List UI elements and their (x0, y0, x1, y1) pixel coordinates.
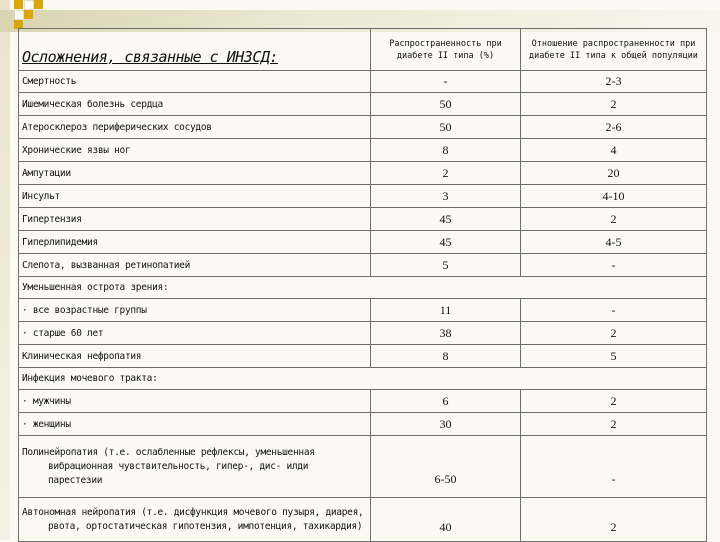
row-ratio: 5 (521, 345, 707, 368)
row-ratio: 2 (521, 93, 707, 116)
decor-square (34, 0, 43, 9)
row-ratio: - (521, 254, 707, 277)
header-ratio: Отношение распространенности при диабете II типа к общей популяции (521, 29, 707, 71)
row-label: · женщины (19, 413, 371, 436)
row-label: Ишемическая болезнь сердца (19, 93, 371, 116)
table-row (19, 498, 707, 542)
row-label: Инсульт (19, 185, 371, 208)
table-row (19, 116, 707, 139)
row-label-multiline (19, 498, 371, 542)
header-row (19, 29, 707, 71)
row-label: Слепота, вызванная ретинопатией (19, 254, 371, 277)
row-label-line: парестезии (48, 474, 103, 486)
table-row (19, 299, 707, 322)
row-label: · мужчины (19, 390, 371, 413)
row-ratio: 4-10 (521, 185, 707, 208)
table-row (19, 185, 707, 208)
table-row (19, 231, 707, 254)
table-row (19, 413, 707, 436)
table-row (19, 390, 707, 413)
row-prevalence: 30 (371, 413, 521, 436)
row-ratio: 20 (521, 162, 707, 185)
row-label: Хронические язвы ног (19, 139, 371, 162)
row-prevalence: 50 (371, 93, 521, 116)
table-row (19, 436, 707, 498)
row-label-line: вибрационная чувствительность, гипер-, дис- илди (48, 460, 309, 472)
row-label-line: рвота, ортостатическая гипотензия, импотенция, тахикардия) (48, 520, 363, 532)
row-prevalence: 40 (371, 498, 521, 542)
row-label: Гиперлипидемия (19, 231, 371, 254)
section-row (19, 368, 707, 390)
section-label: Инфекция мочевого тракта: (19, 368, 707, 390)
table-row (19, 93, 707, 116)
row-prevalence: 6 (371, 390, 521, 413)
row-label: Гипертензия (19, 208, 371, 231)
row-prevalence: 11 (371, 299, 521, 322)
table-row (19, 345, 707, 368)
row-prevalence: 8 (371, 345, 521, 368)
table-row (19, 71, 707, 93)
table-row (19, 254, 707, 277)
table-title: Осложнения, связанные с ИНЗСД: (19, 29, 371, 71)
table-row (19, 162, 707, 185)
row-prevalence: 5 (371, 254, 521, 277)
row-prevalence: - (371, 71, 521, 93)
left-decor-strip (0, 0, 10, 540)
row-ratio: 2 (521, 390, 707, 413)
row-ratio: 2-6 (521, 116, 707, 139)
row-prevalence: 38 (371, 322, 521, 345)
header-prevalence: Распространенность при диабете II типа (%) (371, 29, 521, 71)
row-prevalence: 8 (371, 139, 521, 162)
row-label: Смертность (19, 71, 371, 93)
row-ratio: 4 (521, 139, 707, 162)
section-label: Уменьшенная острота зрения: (19, 277, 707, 299)
complications-table (18, 28, 707, 542)
row-label-line: Автономная нейропатия (т.е. дисфункция мочевого пузыря, диарея, (22, 506, 364, 518)
row-prevalence: 3 (371, 185, 521, 208)
row-label: Атеросклероз периферических сосудов (19, 116, 371, 139)
section-row (19, 277, 707, 299)
decor-square (14, 10, 24, 20)
table-row (19, 139, 707, 162)
row-ratio: 2 (521, 208, 707, 231)
decor-square (14, 0, 23, 9)
row-prevalence: 45 (371, 208, 521, 231)
row-label: Клиническая нефропатия (19, 345, 371, 368)
table-row (19, 322, 707, 345)
row-ratio: 2 (521, 322, 707, 345)
row-label: · все возрастные группы (19, 299, 371, 322)
row-ratio: 2-3 (521, 71, 707, 93)
row-label: · старше 60 лет (19, 322, 371, 345)
row-ratio: - (521, 299, 707, 322)
table-row (19, 208, 707, 231)
decor-square (24, 0, 34, 10)
row-prevalence: 6-50 (371, 436, 521, 498)
row-label-line: Полинейропатия (т.е. ослабленные рефлексы, уменьшенная (22, 446, 315, 458)
row-label-multiline (19, 436, 371, 498)
row-ratio: - (521, 436, 707, 498)
row-ratio: 2 (521, 498, 707, 542)
row-ratio: 4-5 (521, 231, 707, 254)
row-label: Ампутации (19, 162, 371, 185)
row-prevalence: 2 (371, 162, 521, 185)
row-prevalence: 50 (371, 116, 521, 139)
decor-square (24, 10, 33, 19)
row-prevalence: 45 (371, 231, 521, 254)
row-ratio: 2 (521, 413, 707, 436)
